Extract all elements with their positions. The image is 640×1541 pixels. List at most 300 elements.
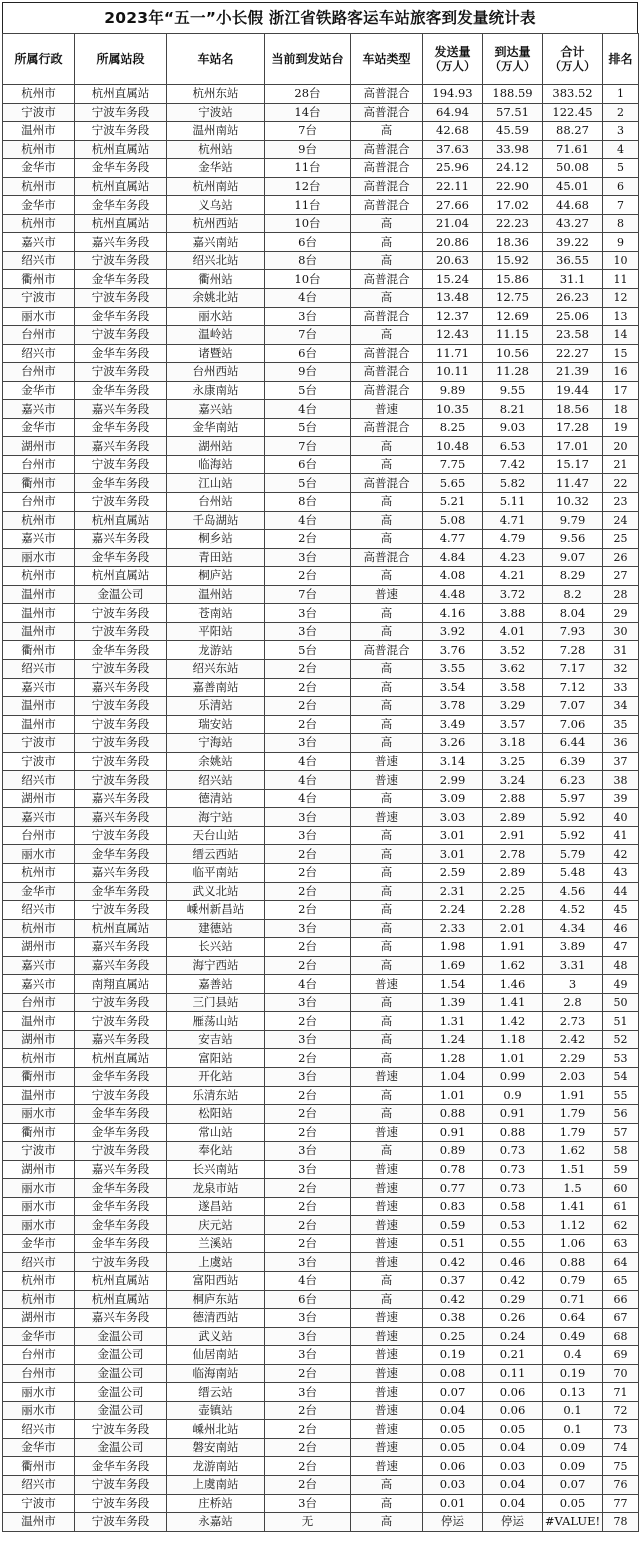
total-cell: 4.34 — [543, 919, 603, 938]
total-cell: 122.45 — [543, 103, 603, 122]
station-cell: 庆元站 — [167, 1216, 265, 1235]
type-cell: 高 — [351, 437, 423, 456]
arrivals-cell: 0.99 — [483, 1067, 543, 1086]
segment-cell: 嘉兴车务段 — [75, 1309, 167, 1328]
table-row — [3, 1438, 639, 1457]
table-row — [3, 85, 639, 104]
departures-cell: 2.59 — [423, 863, 483, 882]
platforms-cell: 7台 — [265, 326, 351, 345]
departures-cell: 3.92 — [423, 622, 483, 641]
platforms-cell: 2台 — [265, 1086, 351, 1105]
rank-cell: 55 — [603, 1086, 639, 1105]
table-row — [3, 771, 639, 790]
platforms-cell: 4台 — [265, 1272, 351, 1291]
region-cell: 宁波市 — [3, 1494, 75, 1513]
platforms-cell: 3台 — [265, 734, 351, 753]
station-cell: 嵊州新昌站 — [167, 901, 265, 920]
rank-cell: 34 — [603, 697, 639, 716]
station-cell: 雁荡山站 — [167, 1012, 265, 1031]
platforms-cell: 7台 — [265, 585, 351, 604]
arrivals-cell: 8.21 — [483, 400, 543, 419]
segment-cell: 杭州直属站 — [75, 1272, 167, 1291]
table-row — [3, 326, 639, 345]
platforms-cell: 3台 — [265, 919, 351, 938]
type-cell: 普速 — [351, 1364, 423, 1383]
departures-cell: 3.01 — [423, 826, 483, 845]
table-row — [3, 196, 639, 215]
segment-cell: 金华车务段 — [75, 1123, 167, 1142]
type-cell: 高 — [351, 1290, 423, 1309]
total-cell: 8.29 — [543, 567, 603, 586]
rank-cell: 71 — [603, 1383, 639, 1402]
departures-cell: 4.08 — [423, 567, 483, 586]
type-cell: 高 — [351, 604, 423, 623]
total-cell: 31.1 — [543, 270, 603, 289]
departures-cell: 1.39 — [423, 993, 483, 1012]
station-cell: 嘉善站 — [167, 975, 265, 994]
arrivals-cell: 0.42 — [483, 1272, 543, 1291]
station-cell: 台州西站 — [167, 363, 265, 382]
station-cell: 宁波站 — [167, 103, 265, 122]
platforms-cell: 10台 — [265, 214, 351, 233]
segment-cell: 宁波车务段 — [75, 455, 167, 474]
departures-cell: 3.01 — [423, 845, 483, 864]
departures-cell: 15.24 — [423, 270, 483, 289]
station-cell: 长兴站 — [167, 938, 265, 957]
header-type: 车站类型 — [351, 34, 423, 85]
total-cell: 2.29 — [543, 1049, 603, 1068]
total-cell: 0.05 — [543, 1494, 603, 1513]
type-cell: 高 — [351, 1049, 423, 1068]
type-cell: 普速 — [351, 1216, 423, 1235]
table-row — [3, 1346, 639, 1365]
station-cell: 庄桥站 — [167, 1494, 265, 1513]
rank-cell: 23 — [603, 493, 639, 512]
type-cell: 高 — [351, 289, 423, 308]
segment-cell: 宁波车务段 — [75, 326, 167, 345]
departures-cell: 0.19 — [423, 1346, 483, 1365]
platforms-cell: 3台 — [265, 1327, 351, 1346]
region-cell: 丽水市 — [3, 1179, 75, 1198]
platforms-cell: 2台 — [265, 1105, 351, 1124]
segment-cell: 宁波车务段 — [75, 752, 167, 771]
total-cell: 0.19 — [543, 1364, 603, 1383]
arrivals-cell: 0.73 — [483, 1179, 543, 1198]
station-cell: 临平南站 — [167, 863, 265, 882]
type-cell: 高 — [351, 1012, 423, 1031]
station-cell: 义乌站 — [167, 196, 265, 215]
table-row — [3, 622, 639, 641]
type-cell: 高普混合 — [351, 85, 423, 104]
segment-cell: 嘉兴车务段 — [75, 1160, 167, 1179]
segment-cell: 宁波车务段 — [75, 289, 167, 308]
platforms-cell: 3台 — [265, 808, 351, 827]
departures-cell: 0.91 — [423, 1123, 483, 1142]
arrivals-cell: 45.59 — [483, 122, 543, 141]
segment-cell: 金华车务段 — [75, 882, 167, 901]
rank-cell: 48 — [603, 956, 639, 975]
departures-cell: 0.42 — [423, 1253, 483, 1272]
region-cell: 绍兴市 — [3, 1253, 75, 1272]
region-cell: 湖州市 — [3, 1030, 75, 1049]
departures-cell: 1.04 — [423, 1067, 483, 1086]
rank-cell: 52 — [603, 1030, 639, 1049]
region-cell: 金华市 — [3, 1327, 75, 1346]
rank-cell: 19 — [603, 418, 639, 437]
departures-cell: 3.26 — [423, 734, 483, 753]
arrivals-cell: 3.88 — [483, 604, 543, 623]
arrivals-cell: 10.56 — [483, 344, 543, 363]
segment-cell: 嘉兴车务段 — [75, 1030, 167, 1049]
segment-cell: 嘉兴车务段 — [75, 437, 167, 456]
station-cell: 温州站 — [167, 585, 265, 604]
table-row — [3, 270, 639, 289]
departures-cell: 0.08 — [423, 1364, 483, 1383]
header-row — [3, 34, 639, 85]
segment-cell: 金华车务段 — [75, 1067, 167, 1086]
rank-cell: 12 — [603, 289, 639, 308]
region-cell: 温州市 — [3, 1513, 75, 1532]
rank-cell: 51 — [603, 1012, 639, 1031]
total-cell: 0.07 — [543, 1476, 603, 1495]
arrivals-cell: 4.01 — [483, 622, 543, 641]
station-cell: 长兴南站 — [167, 1160, 265, 1179]
region-cell: 嘉兴市 — [3, 678, 75, 697]
region-cell: 温州市 — [3, 1012, 75, 1031]
departures-cell: 0.78 — [423, 1160, 483, 1179]
header-station: 车站名 — [167, 34, 265, 85]
station-cell: 乐清东站 — [167, 1086, 265, 1105]
header-arrivals-label: 到达量 — [494, 45, 531, 59]
station-cell: 桐庐东站 — [167, 1290, 265, 1309]
type-cell: 高 — [351, 826, 423, 845]
segment-cell: 宁波车务段 — [75, 734, 167, 753]
rank-cell: 45 — [603, 901, 639, 920]
total-cell: 0.71 — [543, 1290, 603, 1309]
total-cell: 7.06 — [543, 715, 603, 734]
total-cell: 17.28 — [543, 418, 603, 437]
total-cell: 5.97 — [543, 789, 603, 808]
platforms-cell: 3台 — [265, 826, 351, 845]
rank-cell: 7 — [603, 196, 639, 215]
region-cell: 宁波市 — [3, 1142, 75, 1161]
arrivals-cell: 0.24 — [483, 1327, 543, 1346]
type-cell: 高 — [351, 882, 423, 901]
station-cell: 嘉兴南站 — [167, 233, 265, 252]
region-cell: 丽水市 — [3, 1401, 75, 1420]
departures-cell: 0.04 — [423, 1401, 483, 1420]
type-cell: 普速 — [351, 1420, 423, 1439]
segment-cell: 宁波车务段 — [75, 1142, 167, 1161]
platforms-cell: 3台 — [265, 993, 351, 1012]
segment-cell: 宁波车务段 — [75, 901, 167, 920]
arrivals-cell: 4.21 — [483, 567, 543, 586]
departures-cell: 5.08 — [423, 511, 483, 530]
arrivals-cell: 33.98 — [483, 140, 543, 159]
platforms-cell: 3台 — [265, 1253, 351, 1272]
departures-cell: 0.03 — [423, 1476, 483, 1495]
arrivals-cell: 0.91 — [483, 1105, 543, 1124]
table-row — [3, 1253, 639, 1272]
station-cell: 杭州西站 — [167, 214, 265, 233]
arrivals-cell: 3.24 — [483, 771, 543, 790]
departures-cell: 10.48 — [423, 437, 483, 456]
arrivals-cell: 2.78 — [483, 845, 543, 864]
departures-cell: 64.94 — [423, 103, 483, 122]
total-cell: 88.27 — [543, 122, 603, 141]
table-row — [3, 975, 639, 994]
platforms-cell: 2台 — [265, 845, 351, 864]
region-cell: 杭州市 — [3, 863, 75, 882]
table-row — [3, 493, 639, 512]
station-cell: 江山站 — [167, 474, 265, 493]
table-row — [3, 919, 639, 938]
rank-cell: 72 — [603, 1401, 639, 1420]
total-cell: 18.56 — [543, 400, 603, 419]
type-cell: 高 — [351, 326, 423, 345]
platforms-cell: 3台 — [265, 548, 351, 567]
total-cell: 0.88 — [543, 1253, 603, 1272]
segment-cell: 杭州直属站 — [75, 511, 167, 530]
table-row — [3, 826, 639, 845]
total-cell: 50.08 — [543, 159, 603, 178]
segment-cell: 金华车务段 — [75, 1216, 167, 1235]
rank-cell: 26 — [603, 548, 639, 567]
platforms-cell: 3台 — [265, 1142, 351, 1161]
rank-cell: 68 — [603, 1327, 639, 1346]
arrivals-cell: 3.72 — [483, 585, 543, 604]
type-cell: 高 — [351, 1030, 423, 1049]
rank-cell: 3 — [603, 122, 639, 141]
station-cell: 临海站 — [167, 455, 265, 474]
table-row — [3, 1476, 639, 1495]
total-cell: 2.73 — [543, 1012, 603, 1031]
table-row — [3, 882, 639, 901]
segment-cell: 金华车务段 — [75, 270, 167, 289]
platforms-cell: 10台 — [265, 270, 351, 289]
type-cell: 普速 — [351, 585, 423, 604]
platforms-cell: 2台 — [265, 1234, 351, 1253]
arrivals-cell: 5.82 — [483, 474, 543, 493]
table-title: 2023年“五一”小长假 浙江省铁路客运车站旅客到发量统计表 — [2, 2, 638, 33]
departures-cell: 20.86 — [423, 233, 483, 252]
station-cell: 青田站 — [167, 548, 265, 567]
rank-cell: 39 — [603, 789, 639, 808]
station-cell: 乐清站 — [167, 697, 265, 716]
rank-cell: 56 — [603, 1105, 639, 1124]
rank-cell: 8 — [603, 214, 639, 233]
rank-cell: 77 — [603, 1494, 639, 1513]
table-row — [3, 103, 639, 122]
station-cell: 余姚站 — [167, 752, 265, 771]
departures-cell: 10.11 — [423, 363, 483, 382]
type-cell: 普速 — [351, 808, 423, 827]
table-row — [3, 1272, 639, 1291]
departures-cell: 0.37 — [423, 1272, 483, 1291]
type-cell: 普速 — [351, 1234, 423, 1253]
arrivals-cell: 9.03 — [483, 418, 543, 437]
departures-cell: 4.84 — [423, 548, 483, 567]
platforms-cell: 2台 — [265, 1216, 351, 1235]
table-row — [3, 1309, 639, 1328]
type-cell: 高 — [351, 993, 423, 1012]
total-cell: 8.04 — [543, 604, 603, 623]
platforms-cell: 2台 — [265, 1179, 351, 1198]
arrivals-cell: 9.55 — [483, 381, 543, 400]
table-row — [3, 474, 639, 493]
type-cell: 高 — [351, 789, 423, 808]
segment-cell: 杭州直属站 — [75, 214, 167, 233]
arrivals-cell: 0.73 — [483, 1160, 543, 1179]
type-cell: 普速 — [351, 975, 423, 994]
platforms-cell: 7台 — [265, 122, 351, 141]
table-row — [3, 789, 639, 808]
table-row — [3, 511, 639, 530]
region-cell: 嘉兴市 — [3, 808, 75, 827]
total-cell: 7.12 — [543, 678, 603, 697]
type-cell: 高普混合 — [351, 140, 423, 159]
rank-cell: 70 — [603, 1364, 639, 1383]
table-row — [3, 1383, 639, 1402]
segment-cell: 金温公司 — [75, 1327, 167, 1346]
departures-cell: 2.99 — [423, 771, 483, 790]
region-cell: 丽水市 — [3, 845, 75, 864]
type-cell: 高普混合 — [351, 159, 423, 178]
total-cell: 11.47 — [543, 474, 603, 493]
total-cell: 43.27 — [543, 214, 603, 233]
station-cell: 绍兴东站 — [167, 659, 265, 678]
station-cell: 温岭站 — [167, 326, 265, 345]
segment-cell: 宁波车务段 — [75, 993, 167, 1012]
table-row — [3, 344, 639, 363]
rank-cell: 22 — [603, 474, 639, 493]
total-cell: 3.31 — [543, 956, 603, 975]
table-row — [3, 1401, 639, 1420]
total-cell: 0.13 — [543, 1383, 603, 1402]
platforms-cell: 4台 — [265, 975, 351, 994]
platforms-cell: 2台 — [265, 863, 351, 882]
total-cell: 5.92 — [543, 808, 603, 827]
region-cell: 丽水市 — [3, 1105, 75, 1124]
region-cell: 金华市 — [3, 159, 75, 178]
departures-cell: 1.28 — [423, 1049, 483, 1068]
arrivals-cell: 18.36 — [483, 233, 543, 252]
departures-cell: 5.65 — [423, 474, 483, 493]
segment-cell: 金华车务段 — [75, 344, 167, 363]
platforms-cell: 14台 — [265, 103, 351, 122]
region-cell: 台州市 — [3, 826, 75, 845]
table-row — [3, 678, 639, 697]
total-cell: 1.06 — [543, 1234, 603, 1253]
platforms-cell: 4台 — [265, 771, 351, 790]
platforms-cell: 2台 — [265, 1457, 351, 1476]
segment-cell: 杭州直属站 — [75, 140, 167, 159]
departures-cell: 1.69 — [423, 956, 483, 975]
table-row — [3, 715, 639, 734]
station-cell: 武义北站 — [167, 882, 265, 901]
departures-cell: 21.04 — [423, 214, 483, 233]
arrivals-cell: 1.01 — [483, 1049, 543, 1068]
arrivals-cell: 15.86 — [483, 270, 543, 289]
table-row — [3, 233, 639, 252]
platforms-cell: 6台 — [265, 344, 351, 363]
region-cell: 衢州市 — [3, 270, 75, 289]
region-cell: 丽水市 — [3, 1216, 75, 1235]
total-cell: 22.27 — [543, 344, 603, 363]
segment-cell: 嘉兴车务段 — [75, 789, 167, 808]
station-cell: 海宁西站 — [167, 956, 265, 975]
total-cell: 5.48 — [543, 863, 603, 882]
total-cell: 1.12 — [543, 1216, 603, 1235]
region-cell: 杭州市 — [3, 919, 75, 938]
region-cell: 湖州市 — [3, 437, 75, 456]
departures-cell: 3.14 — [423, 752, 483, 771]
departures-cell: 4.16 — [423, 604, 483, 623]
region-cell: 温州市 — [3, 1086, 75, 1105]
platforms-cell: 2台 — [265, 938, 351, 957]
arrivals-cell: 12.75 — [483, 289, 543, 308]
departures-cell: 0.89 — [423, 1142, 483, 1161]
platforms-cell: 3台 — [265, 1383, 351, 1402]
region-cell: 湖州市 — [3, 1160, 75, 1179]
rank-cell: 44 — [603, 882, 639, 901]
station-cell: 嘉善南站 — [167, 678, 265, 697]
departures-cell: 4.77 — [423, 530, 483, 549]
arrivals-cell: 24.12 — [483, 159, 543, 178]
departures-cell: 0.42 — [423, 1290, 483, 1309]
rank-cell: 42 — [603, 845, 639, 864]
type-cell: 高普混合 — [351, 381, 423, 400]
segment-cell: 宁波车务段 — [75, 1086, 167, 1105]
total-cell: 7.07 — [543, 697, 603, 716]
region-cell: 丽水市 — [3, 548, 75, 567]
segment-cell: 嘉兴车务段 — [75, 678, 167, 697]
segment-cell: 金华车务段 — [75, 1457, 167, 1476]
departures-cell: 2.33 — [423, 919, 483, 938]
station-cell: 龙游南站 — [167, 1457, 265, 1476]
region-cell: 台州市 — [3, 1364, 75, 1383]
total-cell: 2.42 — [543, 1030, 603, 1049]
total-cell: 7.28 — [543, 641, 603, 660]
table-row — [3, 567, 639, 586]
total-cell: 17.01 — [543, 437, 603, 456]
rank-cell: 5 — [603, 159, 639, 178]
arrivals-cell: 0.29 — [483, 1290, 543, 1309]
segment-cell: 金华车务段 — [75, 1179, 167, 1198]
header-departures — [423, 34, 483, 85]
arrivals-cell: 2.89 — [483, 863, 543, 882]
total-cell: 39.22 — [543, 233, 603, 252]
station-cell: 嘉兴站 — [167, 400, 265, 419]
region-cell: 衢州市 — [3, 1123, 75, 1142]
arrivals-cell: 4.79 — [483, 530, 543, 549]
type-cell: 普速 — [351, 1401, 423, 1420]
table-row — [3, 289, 639, 308]
station-cell: 富阳西站 — [167, 1272, 265, 1291]
arrivals-cell: 11.28 — [483, 363, 543, 382]
total-cell: 5.79 — [543, 845, 603, 864]
table-row — [3, 122, 639, 141]
departures-cell: 5.21 — [423, 493, 483, 512]
region-cell: 宁波市 — [3, 734, 75, 753]
platforms-cell: 3台 — [265, 622, 351, 641]
region-cell: 湖州市 — [3, 938, 75, 957]
station-cell: 杭州站 — [167, 140, 265, 159]
platforms-cell: 2台 — [265, 1049, 351, 1068]
station-cell: 湖州站 — [167, 437, 265, 456]
region-cell: 宁波市 — [3, 752, 75, 771]
departures-cell: 25.96 — [423, 159, 483, 178]
